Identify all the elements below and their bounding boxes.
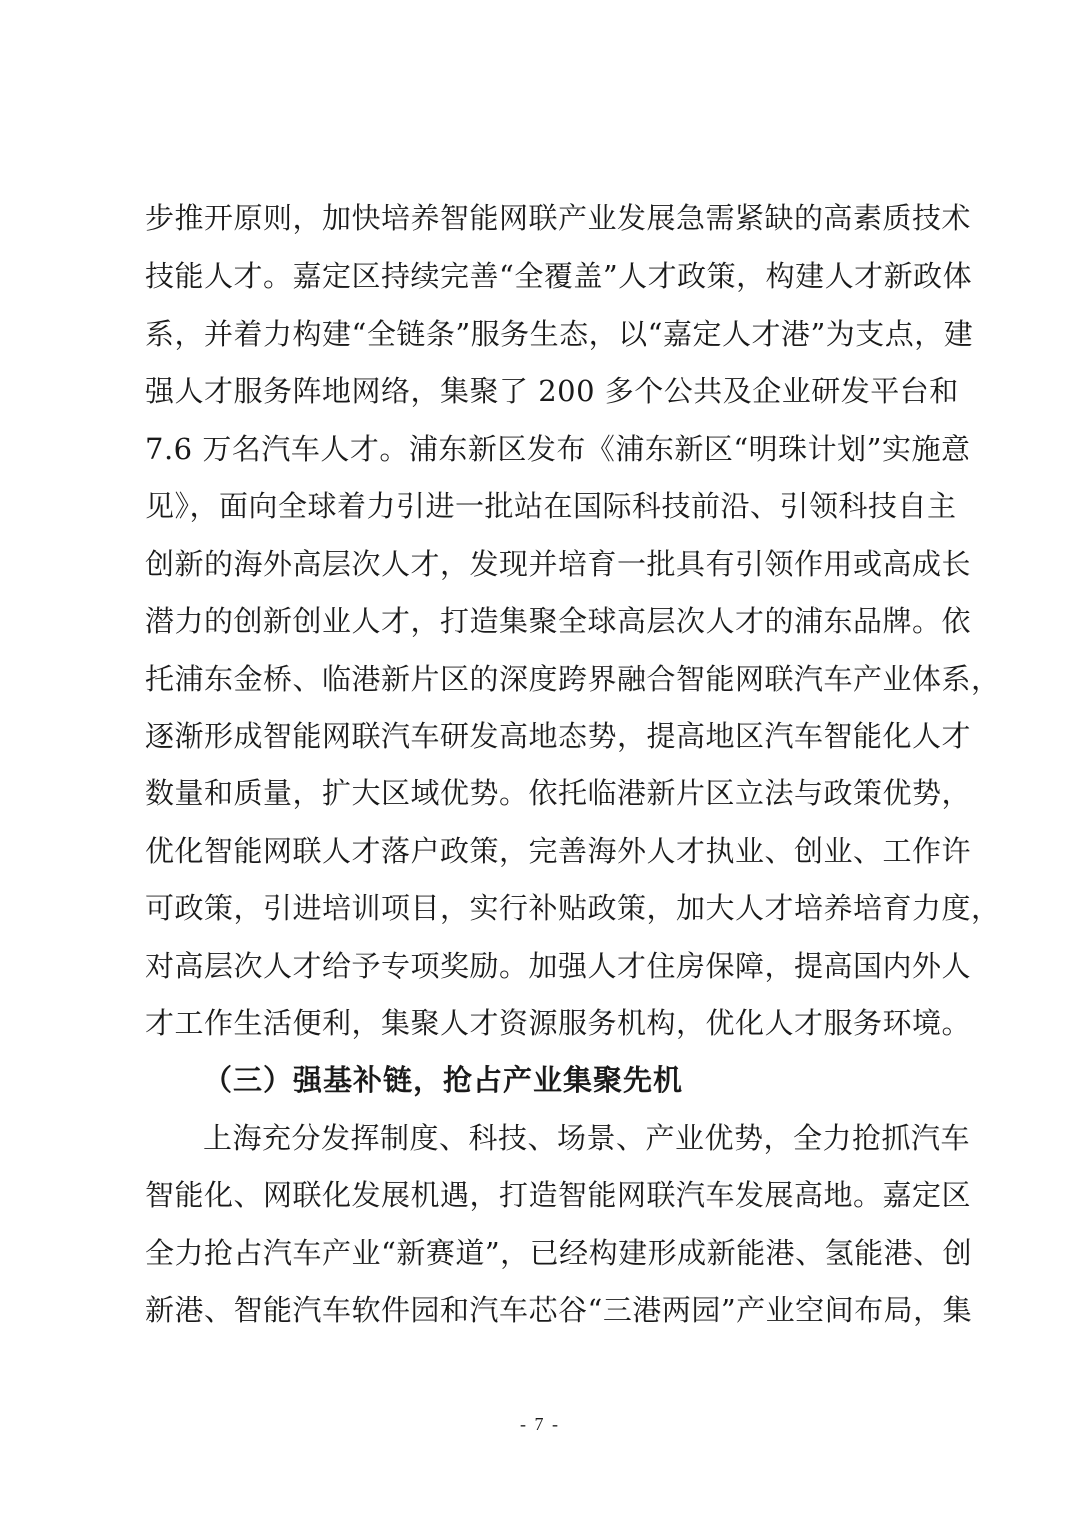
paragraph-2-line-4: 新港、智能汽车软件园和汽车芯谷“三港两园”产业空间布局，集 <box>145 1293 973 1327</box>
paragraph-1-line-3: 系，并着力构建“全链条”服务生态，以“嘉定人才港”为支点，建 <box>145 317 974 351</box>
paragraph-1-line-12: 优化智能网联人才落户政策，完善海外人才执业、创业、工作许 <box>145 834 972 868</box>
paragraph-1-line-1: 步推开原则，加快培养智能网联产业发展急需紧缺的高素质技术 <box>145 201 972 235</box>
paragraph-1-line-2: 技能人才。嘉定区持续完善“全覆盖”人才政策，构建人才新政体 <box>145 259 973 293</box>
section-heading: （三）强基补链，抢占产业集聚先机 <box>203 1063 684 1097</box>
paragraph-2-line-1: 上海充分发挥制度、科技、场景、产业优势，全力抢抓汽车 <box>203 1121 971 1155</box>
paragraph-1-line-4: 强人才服务阵地网络，集聚了 200 多个公共及企业研发平台和 <box>145 374 959 408</box>
paragraph-1-line-8: 潜力的创新创业人才，打造集聚全球高层次人才的浦东品牌。依 <box>145 604 972 638</box>
paragraph-1-line-14: 对高层次人才给予专项奖励。加强人才住房保障，提高国内外人 <box>145 949 972 983</box>
paragraph-1-line-9: 托浦东金桥、临港新片区的深度跨界融合智能网联汽车产业体系， <box>145 662 1001 696</box>
paragraph-1-line-10: 逐渐形成智能网联汽车研发高地态势，提高地区汽车智能化人才 <box>145 719 972 753</box>
paragraph-1-line-5: 7.6 万名汽车人才。浦东新区发布《浦东新区“明珠计划”实施意 <box>145 432 971 466</box>
page-number: - 7 - <box>520 1414 560 1434</box>
paragraph-1-line-7: 创新的海外高层次人才，发现并培育一批具有引领作用或高成长 <box>145 547 972 581</box>
paragraph-1-line-11: 数量和质量，扩大区域优势。依托临港新片区立法与政策优势， <box>145 776 972 810</box>
paragraph-1-line-13: 可政策，引进培训项目，实行补贴政策，加大人才培养培育力度， <box>145 891 1001 925</box>
paragraph-1-line-15: 才工作生活便利，集聚人才资源服务机构，优化人才服务环境。 <box>145 1006 972 1040</box>
paragraph-2-line-2: 智能化、网联化发展机遇，打造智能网联汽车发展高地。嘉定区 <box>145 1178 972 1212</box>
paragraph-2-line-3: 全力抢占汽车产业“新赛道”，已经构建形成新能港、氢能港、创 <box>145 1236 973 1270</box>
paragraph-1-line-6: 见》，面向全球着力引进一批站在国际科技前沿、引领科技自主 <box>145 489 957 523</box>
